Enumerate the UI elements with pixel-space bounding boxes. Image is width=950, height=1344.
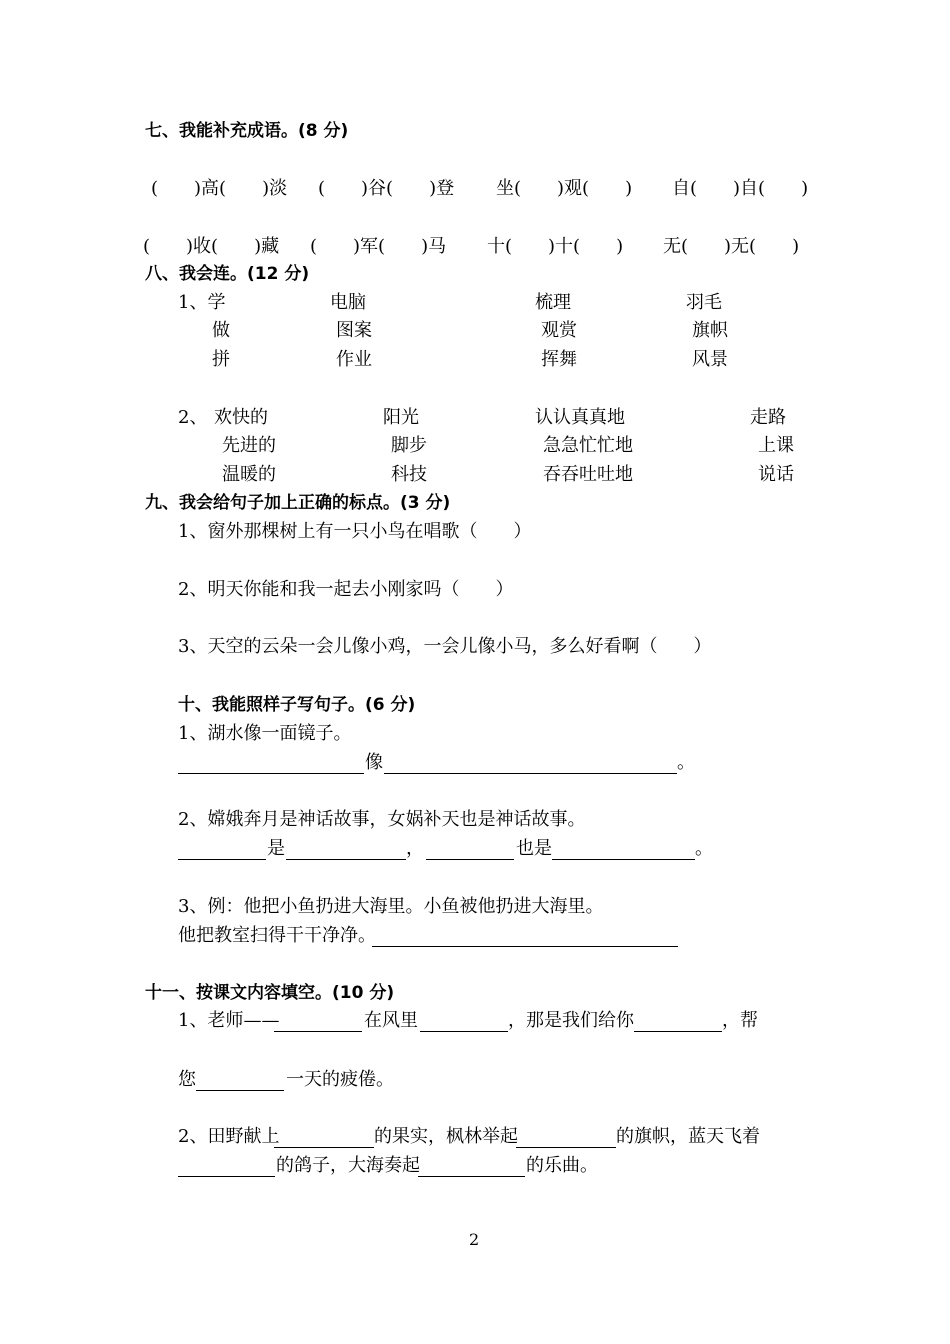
idiom-blank-1: ( )高( )淡 bbox=[151, 178, 288, 199]
sentence-period: 。 bbox=[677, 752, 695, 773]
match-word: 挥舞 bbox=[541, 349, 577, 370]
match-word: 风景 bbox=[692, 349, 728, 370]
match-group-number: 2、 bbox=[178, 407, 208, 428]
answer-blank bbox=[286, 859, 406, 860]
answer-blank bbox=[420, 1031, 508, 1032]
fill-text: 一天的疲倦。 bbox=[286, 1069, 394, 1090]
sentence-example-2: 2、嫦娥奔月是神话故事，女娲补天也是神话故事。 bbox=[178, 809, 586, 830]
punctuation-question-1: 1、窗外那棵树上有一只小鸟在唱歌（ ） bbox=[178, 521, 532, 542]
idiom-blank-7: 十( )十( ) bbox=[487, 236, 624, 257]
match-word: 上课 bbox=[758, 435, 794, 456]
answer-blank bbox=[426, 859, 514, 860]
section-7-title: 七、我能补充成语。(8 分) bbox=[145, 121, 349, 141]
answer-blank bbox=[634, 1031, 722, 1032]
match-word: 观赏 bbox=[541, 320, 577, 341]
idiom-blank-3: 坐( )观( ) bbox=[496, 178, 633, 199]
sentence-word: 是 bbox=[267, 838, 285, 859]
fill-text: 的旗帜，蓝天飞着 bbox=[616, 1126, 760, 1147]
match-word: 旗帜 bbox=[692, 320, 728, 341]
fill-text: 的乐曲。 bbox=[526, 1155, 598, 1176]
match-word: 吞吞吐吐地 bbox=[543, 464, 633, 485]
answer-blank bbox=[516, 1147, 616, 1148]
match-word: 1、学 bbox=[178, 292, 226, 313]
answer-blank bbox=[196, 1090, 284, 1091]
answer-blank bbox=[384, 773, 677, 774]
match-word: 科技 bbox=[391, 464, 427, 485]
answer-blank bbox=[178, 773, 364, 774]
match-word: 先进的 bbox=[222, 435, 276, 456]
fill-text: ，帮 bbox=[722, 1010, 758, 1031]
section-11-title: 十一、按课文内容填空。(10 分) bbox=[145, 983, 395, 1003]
fill-text: 的果实，枫林举起 bbox=[374, 1126, 518, 1147]
match-word: 脚步 bbox=[391, 435, 427, 456]
section-9-title: 九、我会给句子加上正确的标点。(3 分) bbox=[145, 493, 451, 513]
answer-blank bbox=[274, 1031, 362, 1032]
answer-blank bbox=[274, 1147, 374, 1148]
section-8-title: 八、我会连。(12 分) bbox=[145, 264, 310, 284]
match-word: 温暖的 bbox=[222, 464, 276, 485]
sentence-word: 也是 bbox=[516, 838, 552, 859]
match-word: 欢快的 bbox=[214, 407, 268, 428]
idiom-blank-5: ( )收( )藏 bbox=[143, 236, 280, 257]
match-word: 图案 bbox=[336, 320, 372, 341]
answer-blank bbox=[418, 1176, 525, 1177]
match-word: 急急忙忙地 bbox=[543, 435, 633, 456]
fill-text: 的鸽子，大海奏起 bbox=[276, 1155, 420, 1176]
match-word: 羽毛 bbox=[686, 292, 722, 313]
idiom-blank-2: ( )谷( )登 bbox=[318, 178, 455, 199]
sentence-word: 像 bbox=[365, 752, 383, 773]
fill-text: 您 bbox=[178, 1069, 196, 1090]
match-word: 电脑 bbox=[330, 292, 366, 313]
match-word: 梳理 bbox=[535, 292, 571, 313]
sentence-period: 。 bbox=[695, 838, 713, 859]
fill-text: 在风里 bbox=[364, 1010, 418, 1031]
sentence-example-1: 1、湖水像一面镜子。 bbox=[178, 723, 352, 744]
punctuation-question-3: 3、天空的云朵一会儿像小鸡，一会儿像小马，多么好看啊（ ） bbox=[178, 636, 712, 657]
punctuation-question-2: 2、明天你能和我一起去小刚家吗（ ） bbox=[178, 579, 514, 600]
match-word: 认认真真地 bbox=[535, 407, 625, 428]
sentence-comma: ， bbox=[406, 838, 424, 859]
fill-text: 2、田野献上 bbox=[178, 1126, 280, 1147]
sentence-prompt: 他把教室扫得干干净净。 bbox=[178, 925, 376, 946]
answer-blank bbox=[372, 946, 678, 947]
fill-text: 1、老师—— bbox=[178, 1010, 280, 1031]
answer-blank bbox=[552, 859, 695, 860]
answer-blank bbox=[178, 1176, 275, 1177]
section-10-title: 十、我能照样子写句子。(6 分) bbox=[178, 695, 416, 715]
match-word: 走路 bbox=[750, 407, 786, 428]
match-word: 作业 bbox=[336, 349, 372, 370]
match-word: 说话 bbox=[758, 464, 794, 485]
page-number: 2 bbox=[469, 1230, 480, 1249]
match-word: 做 bbox=[212, 320, 230, 341]
idiom-blank-4: 自( )自( ) bbox=[672, 178, 809, 199]
fill-text: ，那是我们给你 bbox=[508, 1010, 634, 1031]
sentence-example-3: 3、例：他把小鱼扔进大海里。小鱼被他扔进大海里。 bbox=[178, 896, 604, 917]
idiom-blank-8: 无( )无( ) bbox=[663, 236, 800, 257]
match-word: 拼 bbox=[212, 349, 230, 370]
idiom-blank-6: ( )军( )马 bbox=[310, 236, 447, 257]
answer-blank bbox=[178, 859, 266, 860]
match-word: 阳光 bbox=[383, 407, 419, 428]
